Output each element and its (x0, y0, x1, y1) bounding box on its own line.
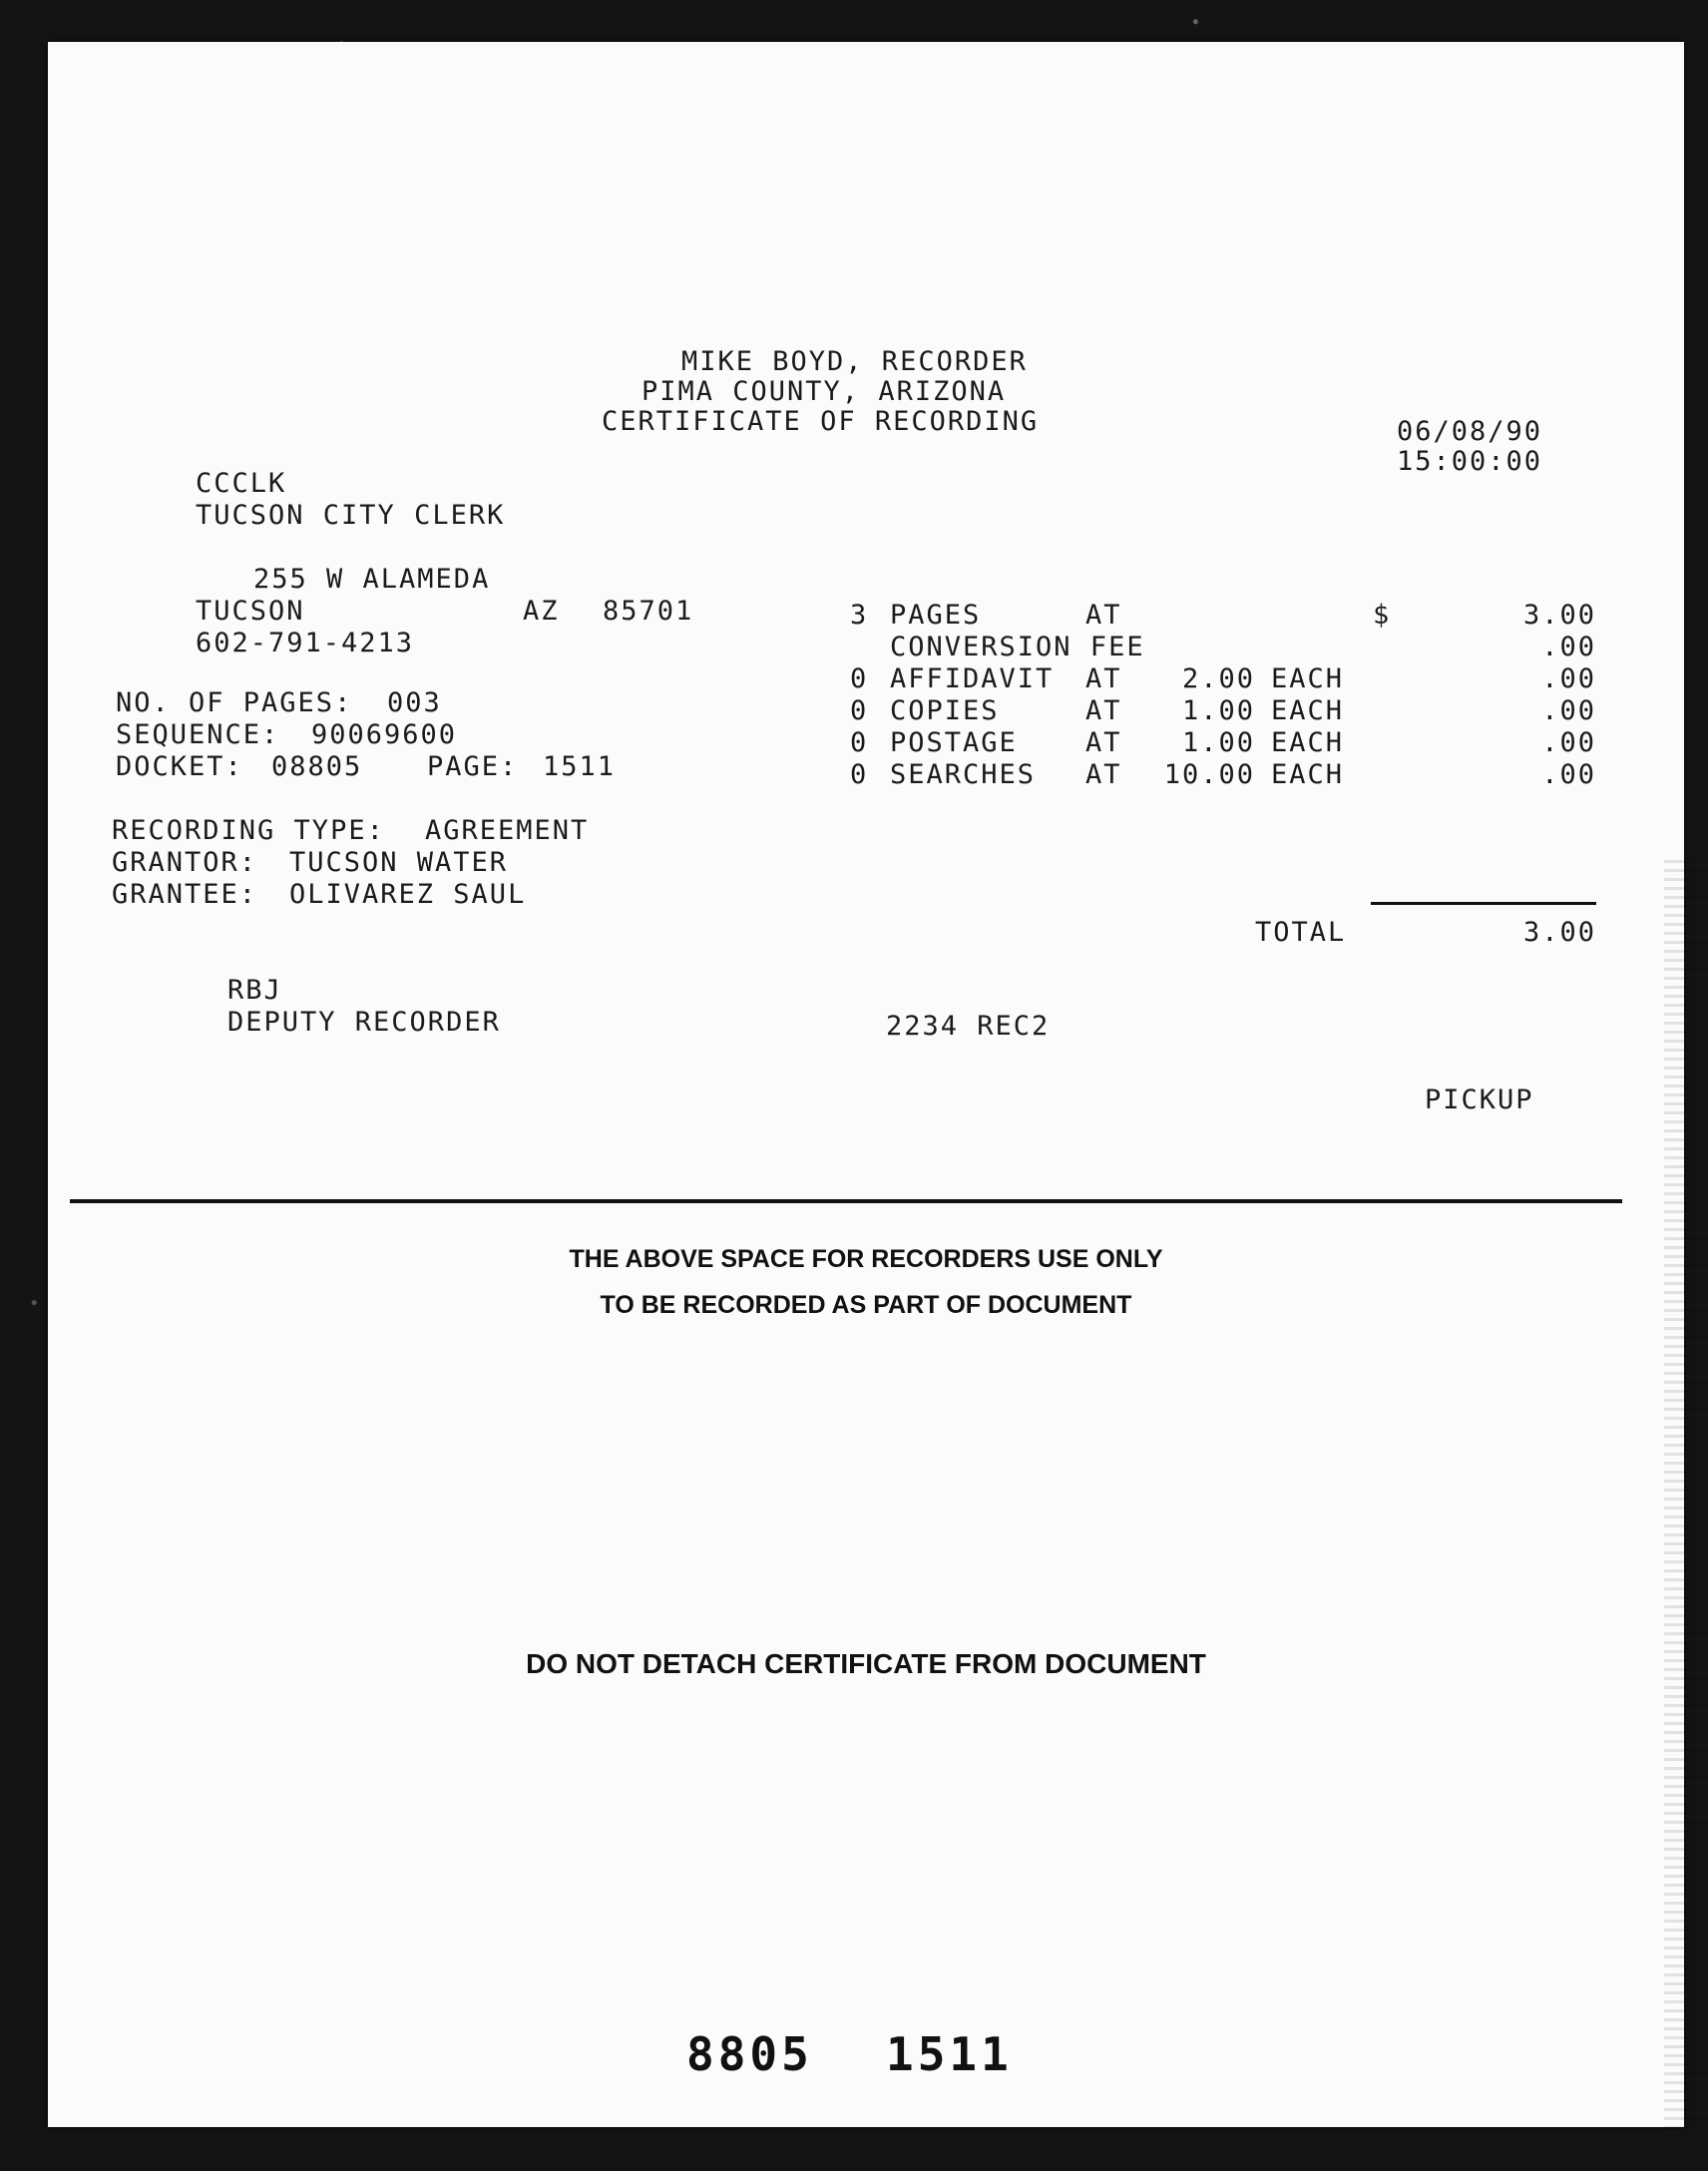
fee-qty: 0 (850, 727, 869, 758)
fee-at: AT (1085, 600, 1122, 631)
customer-code: CCCLK (196, 468, 287, 499)
fee-rate: 2.00 (1181, 663, 1255, 694)
fee-qty: 0 (850, 695, 869, 726)
fee-each: EACH (1271, 663, 1345, 694)
certificate-title: CERTIFICATE OF RECORDING (602, 406, 1040, 437)
customer-name: TUCSON CITY CLERK (196, 500, 506, 531)
deputy-title: DEPUTY RECORDER (227, 1007, 501, 1038)
pages-label: NO. OF PAGES: (116, 687, 353, 718)
customer-city: TUCSON (196, 596, 305, 627)
fee-amount: .00 (1541, 727, 1596, 758)
sequence-label: SEQUENCE: (116, 719, 280, 750)
notice-recorder-use: THE ABOVE SPACE FOR RECORDERS USE ONLY (569, 1245, 1163, 1273)
customer-state: AZ (523, 596, 560, 627)
stamp-docket: 8805 (686, 2027, 813, 2081)
customer-phone: 602-791-4213 (196, 628, 415, 658)
deputy-initials: RBJ (227, 975, 282, 1006)
total-underline (1371, 902, 1596, 905)
page-label: PAGE: (427, 751, 519, 782)
fee-item: COPIES (890, 695, 1000, 726)
grantee-label: GRANTEE: (112, 879, 258, 910)
notice-do-not-detach: DO NOT DETACH CERTIFICATE FROM DOCUMENT (526, 1648, 1206, 1679)
recording-time: 15:00:00 (1397, 446, 1543, 477)
fee-item: CONVERSION FEE (890, 632, 1145, 662)
delivery-method: PICKUP (1425, 1085, 1534, 1115)
fee-currency: $ (1373, 600, 1392, 631)
customer-street: 255 W ALAMEDA (253, 564, 491, 595)
fee-qty: 3 (850, 600, 869, 631)
total-amount: 3.00 (1522, 917, 1596, 948)
sequence-value: 90069600 (311, 719, 458, 750)
recording-type-value: AGREEMENT (425, 815, 590, 846)
recorder-space-divider (70, 1199, 1622, 1203)
fee-qty: 0 (850, 663, 869, 694)
fee-amount: 3.00 (1522, 600, 1596, 631)
county-name: PIMA COUNTY, ARIZONA (641, 376, 1007, 407)
fee-item: AFFIDAVIT (890, 663, 1055, 694)
fee-amount: .00 (1541, 695, 1596, 726)
notice-part-of-document: TO BE RECORDED AS PART OF DOCUMENT (600, 1291, 1132, 1319)
recording-date: 06/08/90 (1397, 416, 1543, 447)
fee-amount: .00 (1541, 663, 1596, 694)
fee-rate: 1.00 (1181, 727, 1255, 758)
fee-at: AT (1085, 663, 1122, 694)
station-code: 2234 REC2 (886, 1011, 1051, 1042)
grantor-label: GRANTOR: (112, 847, 258, 878)
fee-rate: 1.00 (1181, 695, 1255, 726)
fee-item: SEARCHES (890, 759, 1037, 790)
fee-rate: 10.00 (1163, 759, 1255, 790)
fee-at: AT (1085, 727, 1122, 758)
fee-each: EACH (1271, 727, 1345, 758)
fee-amount: .00 (1541, 759, 1596, 790)
fee-at: AT (1085, 695, 1122, 726)
certificate-page (48, 42, 1684, 2127)
grantor-value: TUCSON WATER (289, 847, 509, 878)
fee-each: EACH (1271, 695, 1345, 726)
scan-noise-strip (1664, 860, 1708, 2137)
fee-item: POSTAGE (890, 727, 1018, 758)
fee-at: AT (1085, 759, 1122, 790)
recording-type-label: RECORDING TYPE: (112, 815, 385, 846)
grantee-value: OLIVAREZ SAUL (289, 879, 527, 910)
customer-zip: 85701 (603, 596, 694, 627)
docket-value: 08805 (271, 751, 363, 782)
docket-label: DOCKET: (116, 751, 243, 782)
fee-each: EACH (1271, 759, 1345, 790)
page-value: 1511 (543, 751, 617, 782)
pages-value: 003 (387, 687, 442, 718)
total-label: TOTAL (1255, 917, 1347, 948)
recorder-name: MIKE BOYD, RECORDER (681, 346, 1028, 377)
fee-qty: 0 (850, 759, 869, 790)
fee-item: PAGES (890, 600, 982, 631)
stamp-page: 1511 (886, 2027, 1013, 2081)
fee-amount: .00 (1541, 632, 1596, 662)
